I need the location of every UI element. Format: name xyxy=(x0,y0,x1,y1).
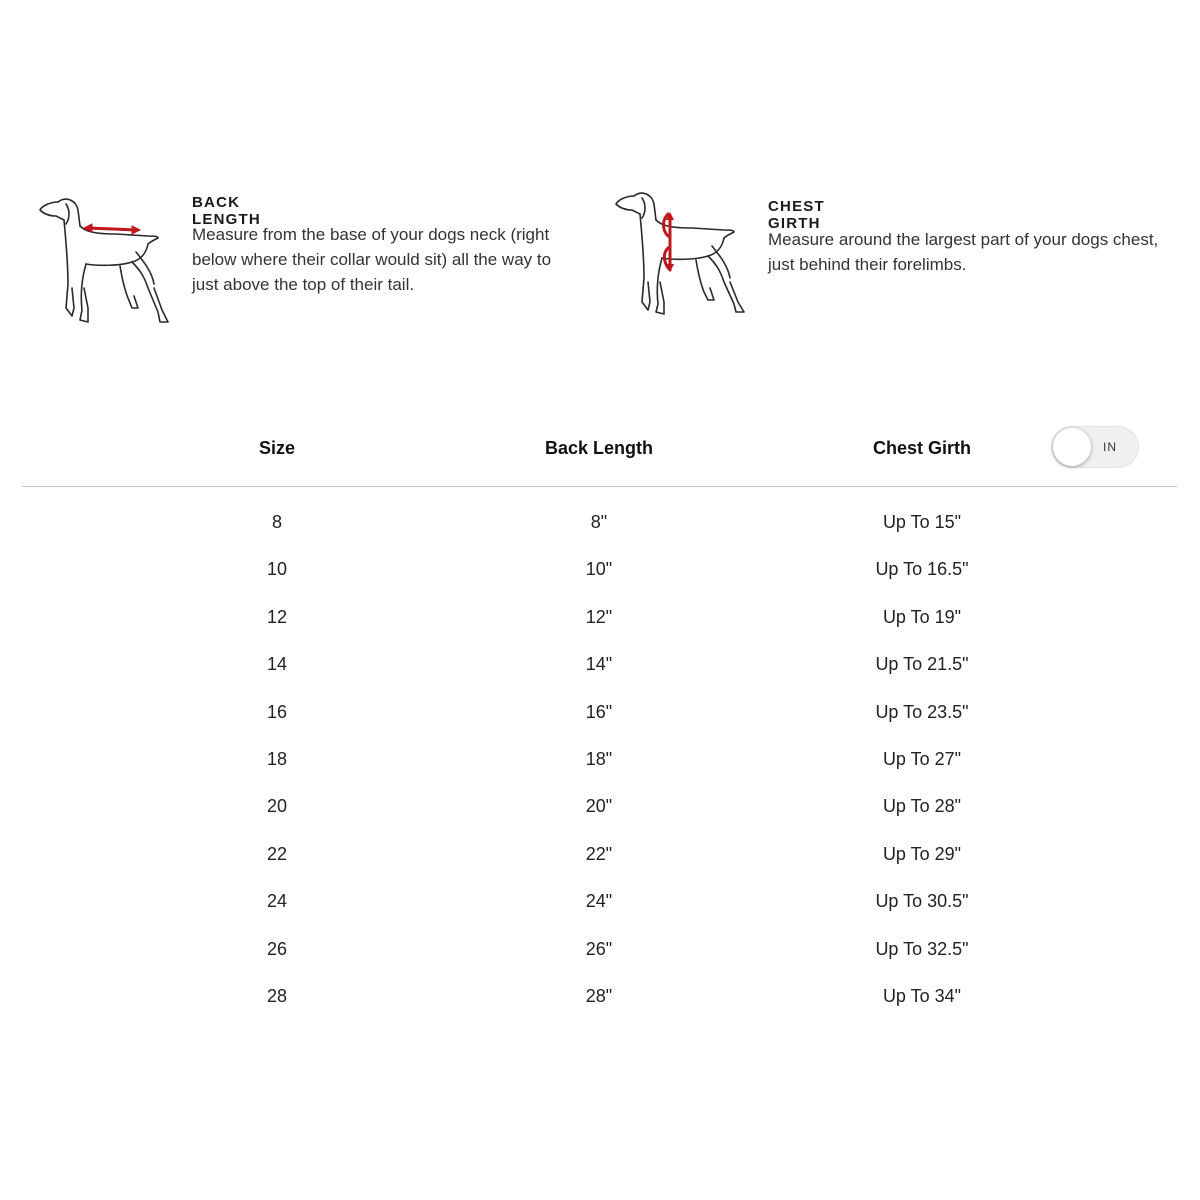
table-row xyxy=(0,500,1200,547)
dog-chest-girth-icon xyxy=(612,186,752,318)
table-row xyxy=(0,737,1200,784)
cell-back-length: 10" xyxy=(585,559,613,580)
table-row xyxy=(0,974,1200,1021)
cell-size: 8 xyxy=(271,512,282,532)
cell-size: 22 xyxy=(266,843,288,864)
cell-size: 24 xyxy=(266,891,288,912)
cell-chest-girth: Up To 21.5" xyxy=(875,654,969,675)
cell-back-length: 22" xyxy=(585,843,613,864)
table-row xyxy=(0,784,1200,831)
table-row xyxy=(0,595,1200,642)
table-row xyxy=(0,879,1200,926)
cell-chest-girth: Up To 23.5" xyxy=(875,701,969,722)
header-size: Size xyxy=(258,438,296,458)
header-chest-girth: Chest Girth xyxy=(872,438,971,458)
table-row xyxy=(0,690,1200,737)
cell-chest-girth: Up To 29" xyxy=(882,843,962,864)
chest-girth-description: Measure around the largest part of your dogs chest, just behind their forelimbs. xyxy=(768,230,1159,274)
back-length-description: Measure from the base of your dogs neck (right below where their collar would sit) all the way to just above the top of their tail. xyxy=(192,225,552,294)
cell-back-length: 16" xyxy=(585,701,613,722)
cell-size: 16 xyxy=(266,701,288,722)
cell-size: 10 xyxy=(266,559,288,580)
toggle-knob[interactable] xyxy=(1053,428,1091,466)
chest-girth-title: CHEST GIRTH xyxy=(768,198,825,232)
cell-back-length: 20" xyxy=(585,796,613,817)
cell-back-length: 26" xyxy=(585,938,613,959)
cell-back-length: 18" xyxy=(585,748,613,769)
cell-size: 26 xyxy=(266,938,288,959)
cell-back-length: 24" xyxy=(585,891,613,912)
cell-back-length: 28" xyxy=(585,985,613,1006)
dog-back-length-icon xyxy=(36,192,176,326)
table-row xyxy=(0,832,1200,879)
cell-size: 20 xyxy=(266,796,288,817)
cell-back-length: 12" xyxy=(585,606,613,627)
table-row xyxy=(0,547,1200,594)
cell-chest-girth: Up To 34" xyxy=(882,985,962,1006)
size-table-body xyxy=(0,500,1200,1021)
cell-chest-girth: Up To 28" xyxy=(882,796,962,817)
table-row xyxy=(0,927,1200,974)
cell-back-length: 14" xyxy=(585,654,613,675)
cell-size: 28 xyxy=(266,985,288,1006)
back-length-title: BACK LENGTH xyxy=(192,194,261,228)
cell-size: 12 xyxy=(266,606,288,627)
header-divider xyxy=(22,486,1177,487)
header-back-length: Back Length xyxy=(544,438,654,458)
unit-toggle[interactable] xyxy=(1051,426,1139,468)
cell-chest-girth: Up To 16.5" xyxy=(875,559,969,580)
unit-toggle-label: IN xyxy=(1103,440,1117,454)
cell-chest-girth: Up To 30.5" xyxy=(875,891,969,912)
table-row xyxy=(0,642,1200,689)
cell-size: 14 xyxy=(266,654,288,675)
cell-chest-girth: Up To 15" xyxy=(882,512,962,532)
cell-size: 18 xyxy=(266,748,288,769)
cell-chest-girth: Up To 32.5" xyxy=(875,938,969,959)
cell-back-length: 8" xyxy=(590,512,608,532)
cell-chest-girth: Up To 27" xyxy=(882,748,962,769)
cell-chest-girth: Up To 19" xyxy=(882,606,962,627)
